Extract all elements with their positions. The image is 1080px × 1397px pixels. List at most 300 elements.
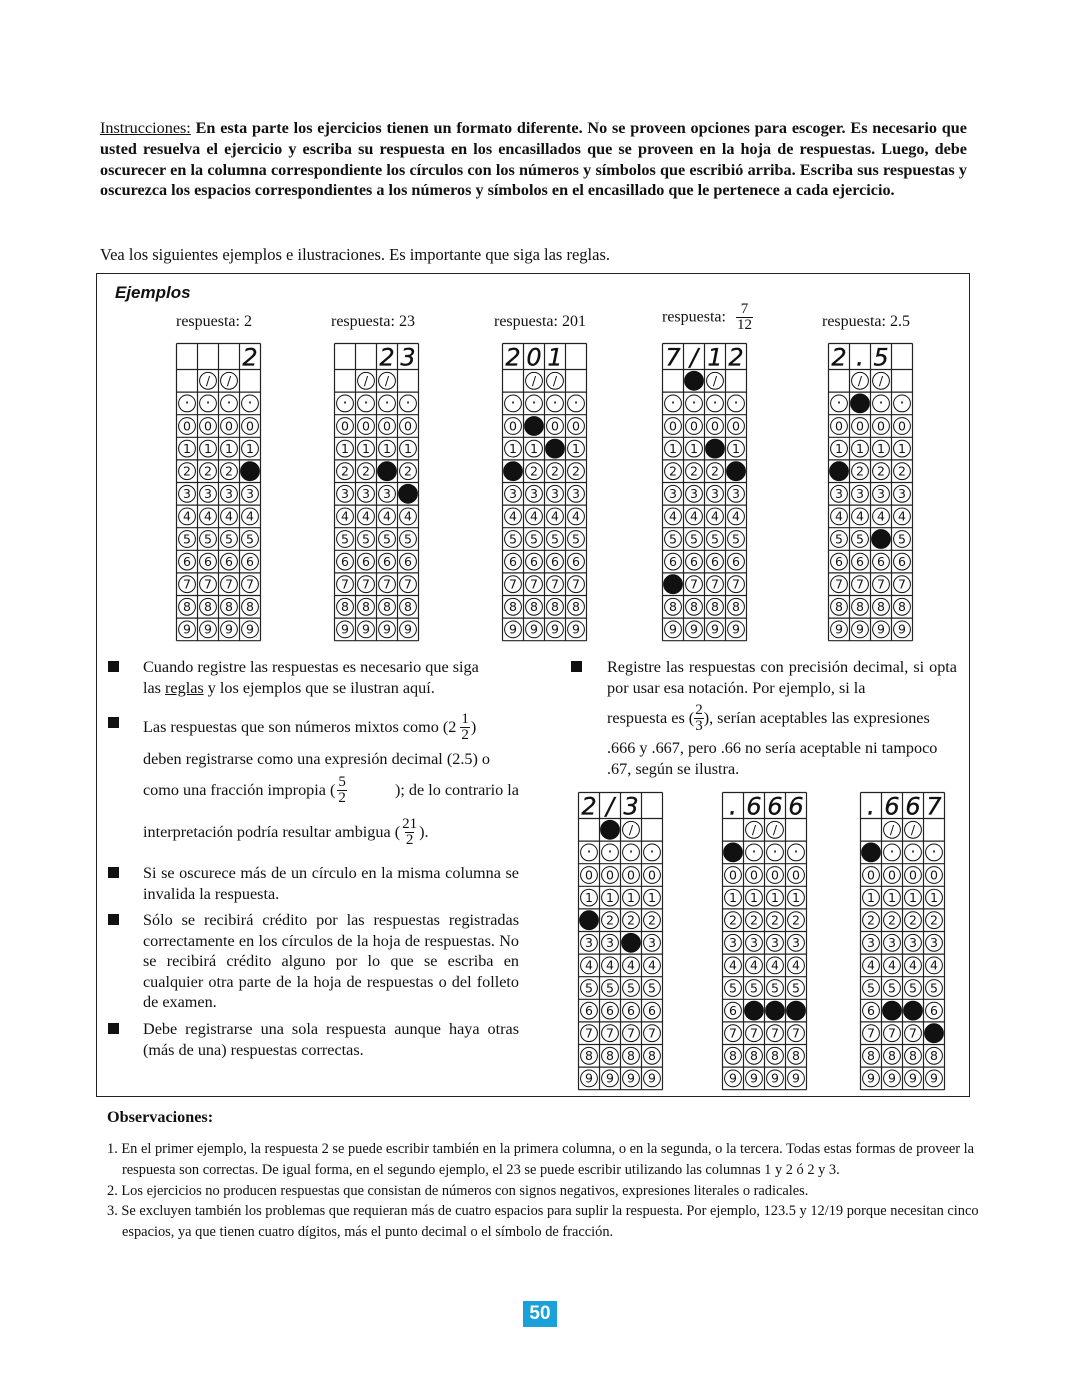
bubble-label: 8 bbox=[627, 1048, 635, 1064]
digit-bubble bbox=[581, 957, 598, 974]
digit-bubble bbox=[873, 598, 890, 615]
answer-grid-decimal-2 bbox=[722, 792, 807, 1090]
bubble-label: 2 bbox=[225, 463, 233, 479]
bubble-label: 3 bbox=[606, 935, 614, 951]
digit-bubble bbox=[602, 957, 619, 974]
digit-bubble bbox=[884, 957, 901, 974]
digit-bubble bbox=[568, 440, 585, 457]
bubble-label: 0 bbox=[930, 867, 938, 883]
digit-bubble bbox=[526, 598, 543, 615]
digit-bubble bbox=[379, 531, 396, 548]
bubble-label: 7 bbox=[572, 576, 580, 592]
bubble-label: 4 bbox=[383, 508, 391, 524]
bubble-label: 0 bbox=[246, 418, 254, 434]
bubble-label: . bbox=[712, 388, 718, 408]
bubble-label: 0 bbox=[877, 418, 885, 434]
bubble-label: 8 bbox=[341, 599, 349, 615]
bubble-label: 7 bbox=[585, 1025, 593, 1041]
rule-1-las: las bbox=[143, 678, 161, 697]
bubble-label: 0 bbox=[856, 418, 864, 434]
answer-grid-example-5 bbox=[828, 343, 913, 641]
bubble-label: 3 bbox=[669, 486, 677, 502]
digit-bubble bbox=[707, 576, 724, 593]
bubble-label: 9 bbox=[225, 621, 233, 637]
example-label-5: respuesta: 2.5 bbox=[822, 313, 910, 330]
bubble-label: 6 bbox=[404, 553, 412, 569]
fraction-denominator: 2 bbox=[461, 726, 469, 743]
bubble-label: 3 bbox=[867, 935, 875, 951]
bubble-label: 2 bbox=[771, 912, 779, 928]
bubble-label: 1 bbox=[225, 440, 233, 456]
bubble-label: 7 bbox=[383, 576, 391, 592]
fraction-one-half bbox=[460, 712, 470, 743]
digit-bubble bbox=[884, 867, 901, 884]
digit-bubble bbox=[894, 508, 911, 525]
bubble-label: 5 bbox=[509, 531, 517, 547]
digit-bubble bbox=[379, 440, 396, 457]
bubble-label: 9 bbox=[835, 621, 843, 637]
digit-bubble bbox=[400, 418, 417, 435]
written-answer-char: / bbox=[689, 343, 699, 372]
digit-bubble bbox=[788, 1047, 805, 1064]
bubble-label: 5 bbox=[383, 531, 391, 547]
digit-bubble bbox=[863, 867, 880, 884]
digit-bubble bbox=[926, 867, 943, 884]
digit-bubble bbox=[242, 440, 259, 457]
bubble-label: 7 bbox=[404, 576, 412, 592]
bubble-label: 1 bbox=[750, 889, 758, 905]
digit-bubble bbox=[242, 485, 259, 502]
bubble-label: 2 bbox=[530, 463, 538, 479]
digit-bubble bbox=[863, 912, 880, 929]
bubble-label: 5 bbox=[362, 531, 370, 547]
bubble-label: 1 bbox=[898, 440, 906, 456]
bubble-label: 0 bbox=[225, 418, 233, 434]
digit-bubble bbox=[399, 484, 418, 503]
fraction-twentyone-halves bbox=[401, 817, 418, 848]
bubble-label: . bbox=[552, 388, 558, 408]
digit-bubble bbox=[568, 621, 585, 638]
digit-bubble bbox=[179, 598, 196, 615]
slash-bubble bbox=[358, 372, 375, 389]
written-answer-char: 3 bbox=[400, 343, 416, 372]
bullet-square bbox=[108, 661, 119, 672]
bubble-label: 6 bbox=[225, 553, 233, 569]
digit-bubble bbox=[788, 980, 805, 997]
bubble-label: 5 bbox=[585, 980, 593, 996]
bubble-label: 9 bbox=[729, 1070, 737, 1086]
bubble-label: 1 bbox=[606, 889, 614, 905]
bubble-label: 5 bbox=[404, 531, 412, 547]
bubble-label: 7 bbox=[530, 576, 538, 592]
digit-bubble bbox=[788, 957, 805, 974]
bubble-label: . bbox=[691, 388, 697, 408]
fraction-numerator: 1 bbox=[461, 710, 469, 727]
bubble-label: 5 bbox=[750, 980, 758, 996]
digit-bubble bbox=[728, 576, 745, 593]
bubble-label: 1 bbox=[909, 889, 917, 905]
bubble-label: / bbox=[205, 373, 211, 389]
bubble-label: 1 bbox=[888, 889, 896, 905]
bubble-label: 4 bbox=[856, 508, 864, 524]
digit-bubble bbox=[905, 957, 922, 974]
digit-bubble bbox=[505, 553, 522, 570]
digit-bubble bbox=[526, 576, 543, 593]
digit-bubble bbox=[602, 1025, 619, 1042]
digit-bubble bbox=[894, 463, 911, 480]
digit-bubble bbox=[200, 576, 217, 593]
bubble-label: 6 bbox=[246, 553, 254, 569]
digit-bubble bbox=[905, 889, 922, 906]
observation-item: 3. Se excluyen también los problemas que requieran más de cuatro espacios para suplir la respuesta. Por ejemplo, 123.5 y 12/19 porque necesitan cinco espacios, ya que tienen cuatro dígitos, más el punto decimal o el símbolo de fracción. bbox=[107, 1203, 979, 1241]
bubble-label: 3 bbox=[732, 486, 740, 502]
slash-bubble bbox=[379, 372, 396, 389]
bubble-label: 1 bbox=[877, 440, 885, 456]
digit-bubble bbox=[200, 621, 217, 638]
observation-item: 1. En el primer ejemplo, la respuesta 2 se puede escribir también en la primera columna, o en la segunda, o la tercera. Todas estas formas de proveer la respuesta son correctas. De igual forma, en el segundo ejemplo, el 23 se puede escribir utilizando las columnas 1 y 2 ó 2 y 3. bbox=[107, 1141, 975, 1178]
bubble-label: 6 bbox=[341, 553, 349, 569]
digit-bubble bbox=[728, 485, 745, 502]
bubble-label: 8 bbox=[877, 599, 885, 615]
digit-bubble bbox=[686, 508, 703, 525]
written-answer-char: 0 bbox=[526, 343, 542, 372]
digit-bubble bbox=[894, 440, 911, 457]
digit-bubble bbox=[337, 576, 354, 593]
bubble-label: 5 bbox=[183, 531, 191, 547]
digit-bubble bbox=[831, 508, 848, 525]
bubble-label: 7 bbox=[204, 576, 212, 592]
digit-bubble bbox=[926, 889, 943, 906]
digit-bubble bbox=[745, 1001, 764, 1020]
bubble-label: . bbox=[878, 388, 884, 408]
digit-bubble bbox=[379, 418, 396, 435]
bubble-label: 0 bbox=[711, 418, 719, 434]
bubble-label: 1 bbox=[530, 440, 538, 456]
digit-bubble bbox=[581, 889, 598, 906]
observation-item: 2. Los ejercicios no producen respuestas que consistan de números con signos negativos, expresiones literales o radicales. bbox=[107, 1182, 809, 1199]
digit-bubble bbox=[602, 867, 619, 884]
bubble-label: 4 bbox=[909, 957, 917, 973]
fraction-numerator: 21 bbox=[402, 816, 418, 833]
bubble-label: 1 bbox=[509, 440, 517, 456]
digit-bubble bbox=[580, 911, 599, 930]
bubble-label: 3 bbox=[648, 935, 656, 951]
bubble-label: 2 bbox=[627, 912, 635, 928]
bubble-label: 7 bbox=[792, 1025, 800, 1041]
digit-bubble bbox=[686, 576, 703, 593]
bubble-label: 3 bbox=[383, 486, 391, 502]
digit-bubble bbox=[905, 912, 922, 929]
bubble-label: 4 bbox=[877, 508, 885, 524]
digit-bubble bbox=[221, 463, 238, 480]
bubble-label: 6 bbox=[362, 553, 370, 569]
bubble-grid-svg bbox=[578, 792, 663, 1090]
bubble-label: / bbox=[910, 822, 916, 838]
bubble-label: 9 bbox=[888, 1070, 896, 1086]
bullet-square bbox=[108, 1023, 119, 1034]
bubble-label: 0 bbox=[898, 418, 906, 434]
bubble-label: . bbox=[247, 388, 253, 408]
digit-bubble bbox=[831, 553, 848, 570]
digit-bubble bbox=[200, 485, 217, 502]
digit-bubble bbox=[746, 980, 763, 997]
digit-bubble bbox=[644, 1002, 661, 1019]
digit-bubble bbox=[788, 889, 805, 906]
digit-bubble bbox=[644, 889, 661, 906]
bubble-label: 5 bbox=[225, 531, 233, 547]
bubble-label: 8 bbox=[669, 599, 677, 615]
answer-grid-example-4 bbox=[662, 343, 747, 641]
bubble-label: 0 bbox=[669, 418, 677, 434]
bubble-label: 4 bbox=[835, 508, 843, 524]
written-answer-char: 2 bbox=[505, 343, 521, 372]
example-label-1: respuesta: 2 bbox=[176, 313, 252, 330]
bubble-label: 4 bbox=[690, 508, 698, 524]
digit-bubble bbox=[547, 576, 564, 593]
bubble-label: 9 bbox=[509, 621, 517, 637]
digit-bubble bbox=[665, 418, 682, 435]
bubble-label: 7 bbox=[648, 1025, 656, 1041]
bubble-label: 7 bbox=[877, 576, 885, 592]
bubble-label: 1 bbox=[690, 440, 698, 456]
bubble-label: 5 bbox=[930, 980, 938, 996]
bubble-label: 4 bbox=[732, 508, 740, 524]
bubble-label: 1 bbox=[362, 440, 370, 456]
digit-bubble bbox=[568, 418, 585, 435]
digit-bubble bbox=[746, 1070, 763, 1087]
rule-4: Sólo se recibirá crédito por las respuestas registradas correctamente en los círculos de la hoja de respuestas. No se recibirá crédito alguno por lo que se escriba en cualquier otra parte de la hoja de respuestas o del folleto de examen. bbox=[143, 911, 519, 1012]
digit-bubble bbox=[602, 1002, 619, 1019]
bubble-label: 3 bbox=[551, 486, 559, 502]
digit-bubble bbox=[746, 934, 763, 951]
bubble-label: / bbox=[384, 373, 390, 389]
digit-bubble bbox=[787, 1001, 806, 1020]
digit-bubble bbox=[242, 531, 259, 548]
bubble-label: 2 bbox=[551, 463, 559, 479]
bubble-label: 7 bbox=[246, 576, 254, 592]
digit-bubble bbox=[568, 576, 585, 593]
rule-1-rest: y los ejemplos que se ilustran aquí. bbox=[207, 678, 435, 697]
bubble-label: 8 bbox=[225, 599, 233, 615]
digit-bubble bbox=[505, 531, 522, 548]
bubble-label: 5 bbox=[606, 980, 614, 996]
digit-bubble bbox=[505, 485, 522, 502]
digit-bubble bbox=[926, 934, 943, 951]
digit-bubble bbox=[852, 621, 869, 638]
bubble-label: 6 bbox=[877, 553, 885, 569]
bubble-label: / bbox=[531, 373, 537, 389]
digit-bubble bbox=[746, 1047, 763, 1064]
bubble-label: 1 bbox=[729, 889, 737, 905]
bubble-label: 2 bbox=[898, 463, 906, 479]
digit-bubble bbox=[884, 912, 901, 929]
bubble-label: 8 bbox=[551, 599, 559, 615]
bubble-label: 2 bbox=[204, 463, 212, 479]
digit-bubble bbox=[221, 418, 238, 435]
digit-bubble bbox=[905, 980, 922, 997]
digit-bubble bbox=[221, 621, 238, 638]
bubble-label: 1 bbox=[585, 889, 593, 905]
bubble-label: 4 bbox=[669, 508, 677, 524]
bubble-label: 0 bbox=[732, 418, 740, 434]
bubble-label: 0 bbox=[867, 867, 875, 883]
digit-bubble bbox=[725, 1047, 742, 1064]
digit-bubble bbox=[568, 598, 585, 615]
digit-bubble bbox=[568, 508, 585, 525]
slash-bubble bbox=[905, 821, 922, 838]
digit-bubble bbox=[568, 463, 585, 480]
bubble-label: . bbox=[772, 837, 778, 857]
digit-bubble bbox=[623, 1002, 640, 1019]
examples-heading: Ejemplos bbox=[115, 283, 191, 302]
bubble-label: . bbox=[793, 837, 799, 857]
digit-bubble bbox=[884, 980, 901, 997]
digit-bubble bbox=[526, 621, 543, 638]
digit-bubble bbox=[884, 1047, 901, 1064]
digit-bubble bbox=[337, 440, 354, 457]
bubble-label: 8 bbox=[509, 599, 517, 615]
bubble-label: 7 bbox=[341, 576, 349, 592]
digit-bubble bbox=[200, 418, 217, 435]
digit-bubble bbox=[788, 1025, 805, 1042]
rule-decimal-text-a: Registre las respuestas con precisión decimal, si opta por usar esa notación. Por ejemplo, si la bbox=[607, 658, 957, 697]
rule-decimal-text-d: .666 y .667, pero .66 no sería aceptable ni tampoco .67, según se ilustra. bbox=[607, 739, 938, 778]
bubble-grid-svg bbox=[860, 792, 945, 1090]
bubble-label: . bbox=[531, 388, 537, 408]
digit-bubble bbox=[526, 531, 543, 548]
digit-bubble bbox=[852, 440, 869, 457]
digit-bubble bbox=[379, 621, 396, 638]
digit-bubble bbox=[767, 980, 784, 997]
digit-bubble bbox=[337, 553, 354, 570]
digit-bubble bbox=[665, 485, 682, 502]
bubble-label: 6 bbox=[856, 553, 864, 569]
bullet-square bbox=[108, 914, 119, 925]
bubble-label: 0 bbox=[888, 867, 896, 883]
bubble-label: . bbox=[205, 388, 211, 408]
written-answer-char: 2 bbox=[581, 792, 597, 821]
rule-2-text-d: como una fracción impropia ( bbox=[143, 781, 336, 800]
digit-bubble bbox=[725, 867, 742, 884]
bubble-label: 9 bbox=[551, 621, 559, 637]
fraction-five-halves bbox=[337, 775, 347, 806]
bubble-label: / bbox=[751, 822, 757, 838]
bubble-label: 2 bbox=[669, 463, 677, 479]
fraction-denominator: 2 bbox=[405, 832, 414, 849]
digit-bubble bbox=[767, 889, 784, 906]
bubble-label: 1 bbox=[341, 440, 349, 456]
digit-bubble bbox=[863, 889, 880, 906]
digit-bubble bbox=[894, 553, 911, 570]
bubble-label: 0 bbox=[404, 418, 412, 434]
digit-bubble bbox=[905, 1070, 922, 1087]
digit-bubble bbox=[200, 531, 217, 548]
bubble-label: 7 bbox=[606, 1025, 614, 1041]
bubble-label: 5 bbox=[627, 980, 635, 996]
digit-bubble bbox=[581, 867, 598, 884]
digit-bubble bbox=[767, 1025, 784, 1042]
bubble-label: 8 bbox=[404, 599, 412, 615]
bubble-label: 4 bbox=[530, 508, 538, 524]
bubble-label: 2 bbox=[750, 912, 758, 928]
bubble-label: 9 bbox=[204, 621, 212, 637]
bubble-label: / bbox=[857, 373, 863, 389]
digit-bubble bbox=[526, 553, 543, 570]
bubble-label: . bbox=[405, 388, 411, 408]
bubble-label: 5 bbox=[530, 531, 538, 547]
bubble-label: 7 bbox=[835, 576, 843, 592]
bubble-label: 8 bbox=[530, 599, 538, 615]
bubble-label: 1 bbox=[732, 440, 740, 456]
bubble-label: 0 bbox=[729, 867, 737, 883]
digit-bubble bbox=[581, 1047, 598, 1064]
bubble-label: 7 bbox=[362, 576, 370, 592]
digit-bubble bbox=[221, 553, 238, 570]
digit-bubble bbox=[894, 531, 911, 548]
bubble-label: 8 bbox=[898, 599, 906, 615]
digit-bubble bbox=[378, 462, 397, 481]
bullet-square bbox=[571, 661, 582, 672]
digit-bubble bbox=[665, 553, 682, 570]
digit-bubble bbox=[526, 508, 543, 525]
slash-bubble bbox=[767, 821, 784, 838]
bubble-label: . bbox=[670, 388, 676, 408]
digit-bubble bbox=[241, 462, 260, 481]
bubble-label: 3 bbox=[183, 486, 191, 502]
bullet-square bbox=[108, 867, 119, 878]
digit-bubble bbox=[179, 485, 196, 502]
digit-bubble bbox=[725, 1070, 742, 1087]
digit-bubble bbox=[546, 439, 565, 458]
digit-bubble bbox=[221, 508, 238, 525]
digit-bubble bbox=[884, 1070, 901, 1087]
digit-bubble bbox=[725, 1025, 742, 1042]
digit-bubble bbox=[337, 485, 354, 502]
bubble-label: 8 bbox=[732, 599, 740, 615]
rule-2-text-a: Las respuestas que son números mixtos como (2 bbox=[143, 717, 457, 736]
bubble-grid-svg bbox=[334, 343, 419, 641]
digit-bubble bbox=[623, 957, 640, 974]
digit-bubble bbox=[400, 463, 417, 480]
example-fraction-7-12 bbox=[736, 302, 753, 333]
digit-bubble bbox=[686, 598, 703, 615]
digit-bubble bbox=[727, 462, 746, 481]
bubble-grid-svg bbox=[502, 343, 587, 641]
bubble-label: 8 bbox=[648, 1048, 656, 1064]
digit-bubble bbox=[221, 576, 238, 593]
slash-bubble bbox=[746, 821, 763, 838]
bubble-label: 5 bbox=[867, 980, 875, 996]
intro-text: Vea los siguientes ejemplos e ilustraciones. Es importante que siga las reglas. bbox=[100, 245, 611, 264]
rule-1-line1: Cuando registre las respuestas es necesario que siga bbox=[143, 658, 479, 676]
bubble-label: 5 bbox=[690, 531, 698, 547]
bubble-label: 9 bbox=[585, 1070, 593, 1086]
slash-bubble bbox=[526, 372, 543, 389]
digit-bubble bbox=[505, 576, 522, 593]
slash-bubble bbox=[685, 371, 704, 390]
bubble-label: 4 bbox=[246, 508, 254, 524]
digit-bubble bbox=[665, 440, 682, 457]
written-answer-char: 1 bbox=[707, 343, 723, 372]
fraction-numerator: 2 bbox=[695, 701, 703, 718]
rule-2-text-b: ) bbox=[470, 717, 477, 736]
digit-bubble bbox=[221, 598, 238, 615]
digit-bubble bbox=[179, 576, 196, 593]
written-answer-char: 5 bbox=[873, 343, 889, 372]
bubble-label: 5 bbox=[729, 980, 737, 996]
digit-bubble bbox=[400, 508, 417, 525]
digit-bubble bbox=[358, 531, 375, 548]
